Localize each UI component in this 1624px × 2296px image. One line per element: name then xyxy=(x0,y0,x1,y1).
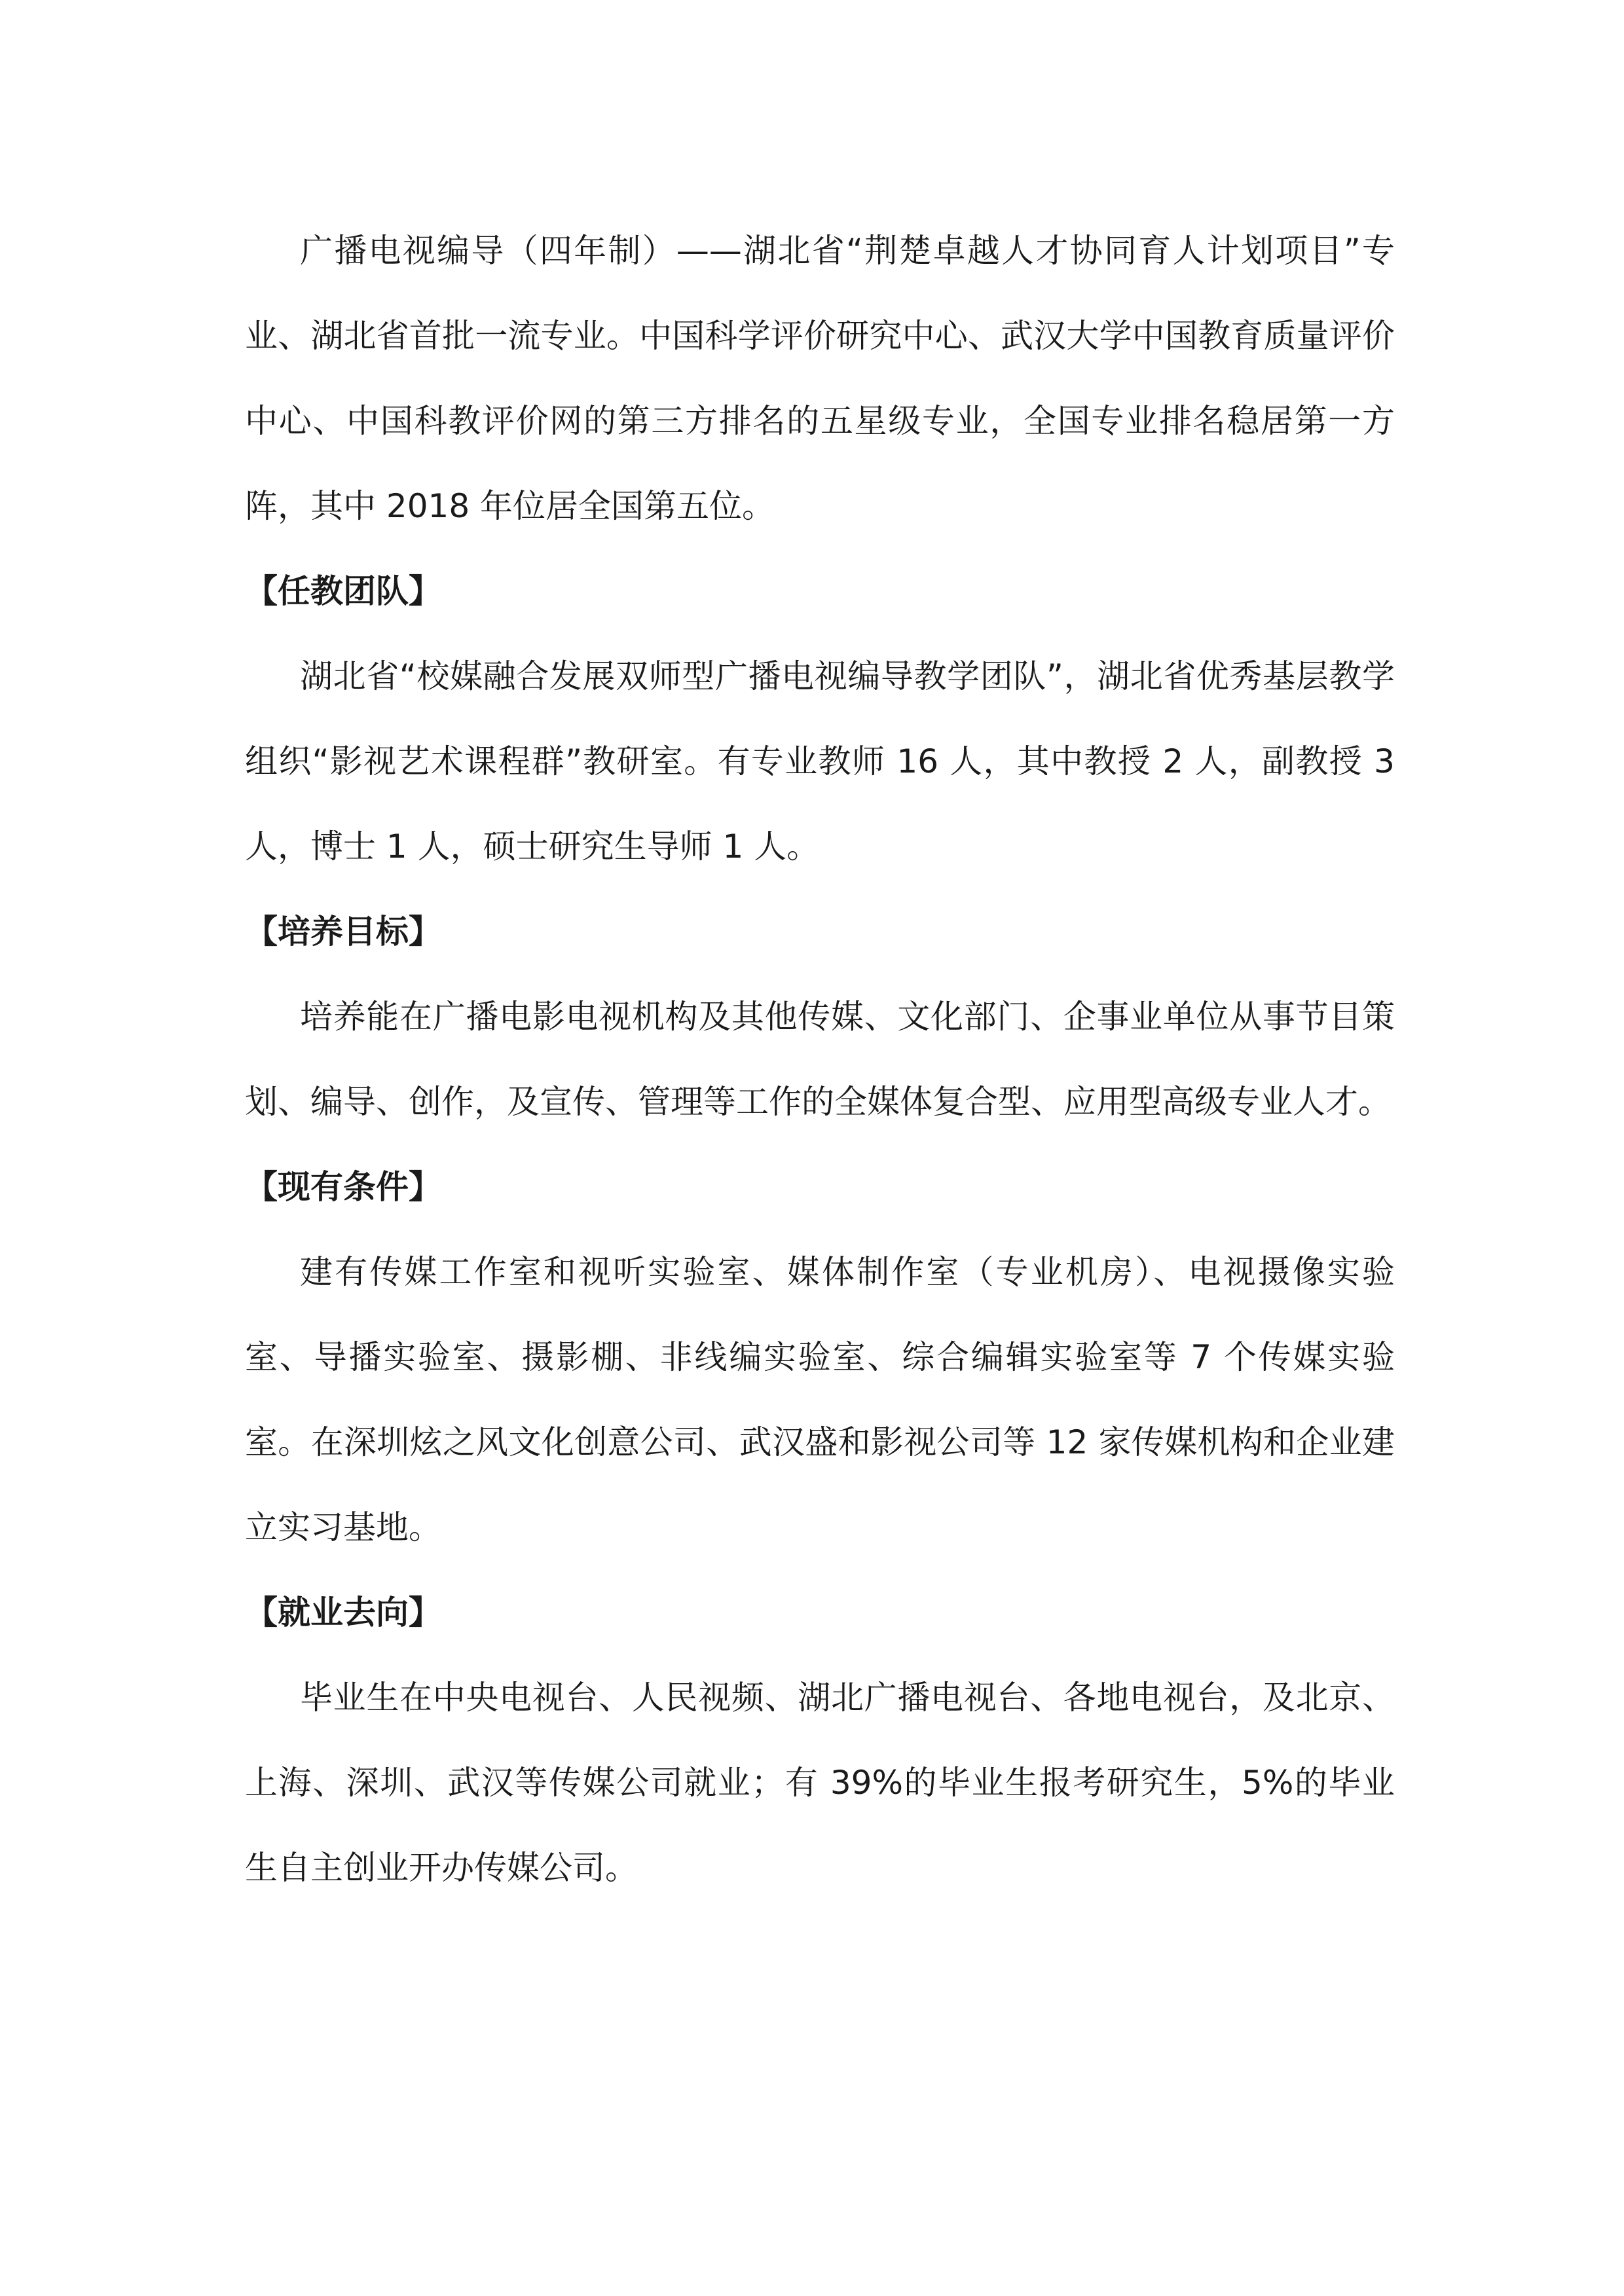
section-heading-facilities: 【现有条件】 xyxy=(245,1168,441,1206)
section-body-training-goals: 培养能在广播电影电视机构及其他传媒、文化部门、企事业单位从事节目策划、编导、创作，及宣传、管理等工作的全媒体复合型、应用型高级专业人才。 xyxy=(245,998,1395,1121)
section-heading-teaching-team: 【任教团队】 xyxy=(245,572,441,610)
document-page xyxy=(245,208,1395,1910)
section-body-facilities: 建有传媒工作室和视听实验室、媒体制作室（专业机房）、电视摄像实验室、导播实验室、摄影棚、非线编实验室、综合编辑实验室等 7 个传媒实验室。在深圳炫之风文化创意公司、武汉盛和影视公司等 12 家传媒机构和企业建立实习基地。 xyxy=(245,1253,1395,1546)
section-heading-training-goals: 【培养目标】 xyxy=(245,913,441,951)
section-body-teaching-team: 湖北省“校媒融合发展双师型广播电视编导教学团队”，湖北省优秀基层教学组织“影视艺术课程群”教研室。有专业教师 16 人，其中教授 2 人，副教授 3 人，博士 1 人，硕士研究生导师 1 人。 xyxy=(245,657,1395,866)
section-body-employment: 毕业生在中央电视台、人民视频、湖北广播电视台、各地电视台，及北京、上海、深圳、武汉等传媒公司就业；有 39%的毕业生报考研究生，5%的毕业生自主创业开办传媒公司。 xyxy=(245,1679,1395,1887)
section-heading-employment: 【就业去向】 xyxy=(245,1594,441,1631)
intro-paragraph: 广播电视编导（四年制）——湖北省“荆楚卓越人才协同育人计划项目”专业、湖北省首批一流专业。中国科学评价研究中心、武汉大学中国教育质量评价中心、中国科教评价网的第三方排名的五星级专业，全国专业排名稳居第一方阵，其中 2018 年位居全国第五位。 xyxy=(245,232,1395,525)
